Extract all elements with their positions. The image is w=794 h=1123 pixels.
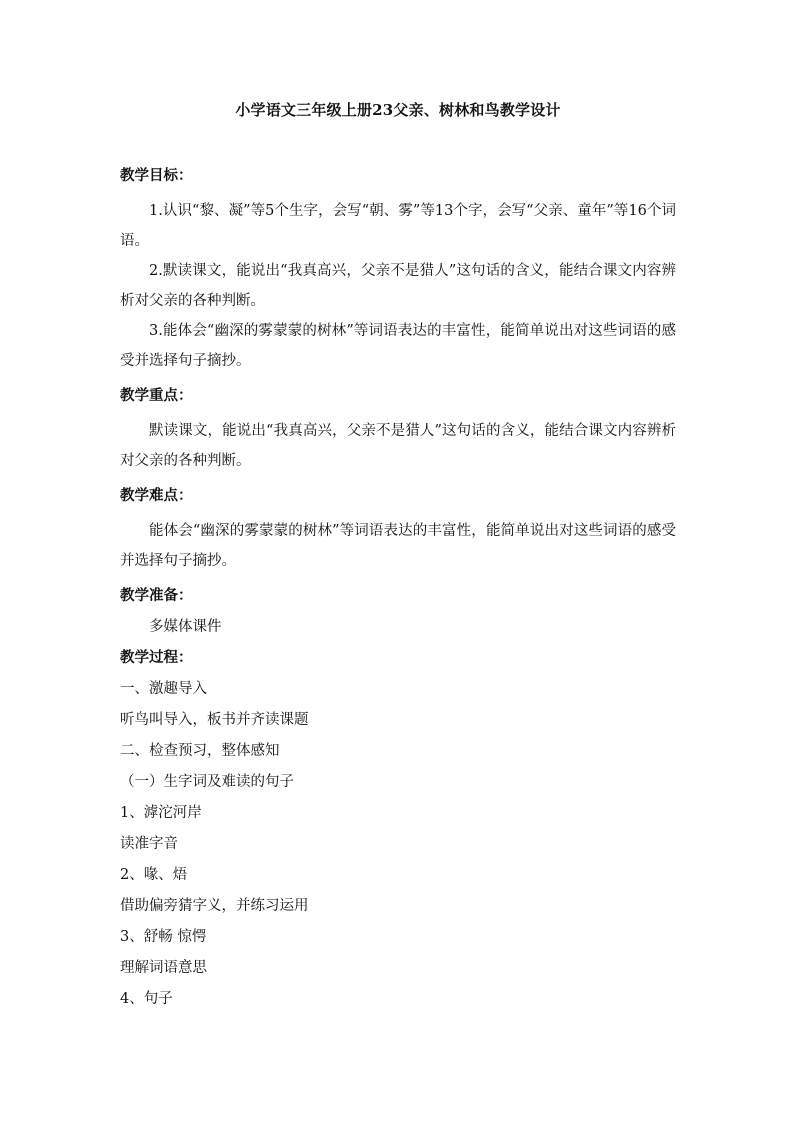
difficulties-heading: 教学难点： bbox=[120, 487, 193, 504]
process-line-8: 借助偏旁猜字义，并练习运用 bbox=[120, 898, 309, 914]
process-line-6: 读准字音 bbox=[120, 836, 178, 852]
process-line-5: 1、滹沱河岸 bbox=[120, 805, 202, 821]
process-line-10: 理解词语意思 bbox=[120, 960, 207, 976]
objective-item-1: 1.认识“黎、凝”等5个生字，会写“朝、雾”等13个字，会写“父亲、童年”等16个词语。 bbox=[120, 203, 676, 249]
spacer bbox=[120, 376, 676, 385]
key-points-heading: 教学重点： bbox=[120, 387, 193, 404]
process-line-2: 听鸟叫导入，板书并齐读课题 bbox=[120, 712, 309, 728]
process-line-9: 3、舒畅 惊愕 bbox=[120, 929, 207, 945]
preparation-text: 多媒体课件 bbox=[149, 619, 222, 635]
process-line-1: 一、激趣导入 bbox=[120, 681, 207, 697]
document-content bbox=[120, 100, 676, 1019]
process-line-7: 2、喙、焐 bbox=[120, 867, 188, 883]
objective-item-2: 2.默读课文，能说出“我真高兴，父亲不是猎人”这句话的含义，能结合课文内容辨析对父亲的各种判断。 bbox=[120, 263, 676, 309]
preparation-heading: 教学准备： bbox=[120, 587, 193, 604]
process-heading: 教学过程： bbox=[120, 649, 193, 666]
process-line-3: 二、检查预习，整体感知 bbox=[120, 743, 280, 759]
process-line-4: （一）生字词及难读的句子 bbox=[120, 774, 294, 790]
difficulties-text: 能体会“幽深的雾蒙蒙的树林”等词语表达的丰富性，能简单说出对这些词语的感受并选择句子摘抄。 bbox=[120, 523, 676, 569]
spacer bbox=[120, 476, 676, 485]
spacer bbox=[120, 576, 676, 585]
document-title: 小学语文三年级上册23父亲、树林和鸟教学设计 bbox=[235, 101, 561, 119]
key-points-text: 默读课文，能说出“我真高兴，父亲不是猎人”这句话的含义，能结合课文内容辨析对父亲的各种判断。 bbox=[120, 423, 676, 469]
process-line-11: 4、句子 bbox=[120, 991, 173, 1007]
objective-item-3: 3.能体会“幽深的雾蒙蒙的树林”等词语表达的丰富性，能简单说出对这些词语的感受并选择句子摘抄。 bbox=[120, 323, 676, 369]
objectives-heading: 教学目标： bbox=[120, 167, 193, 184]
